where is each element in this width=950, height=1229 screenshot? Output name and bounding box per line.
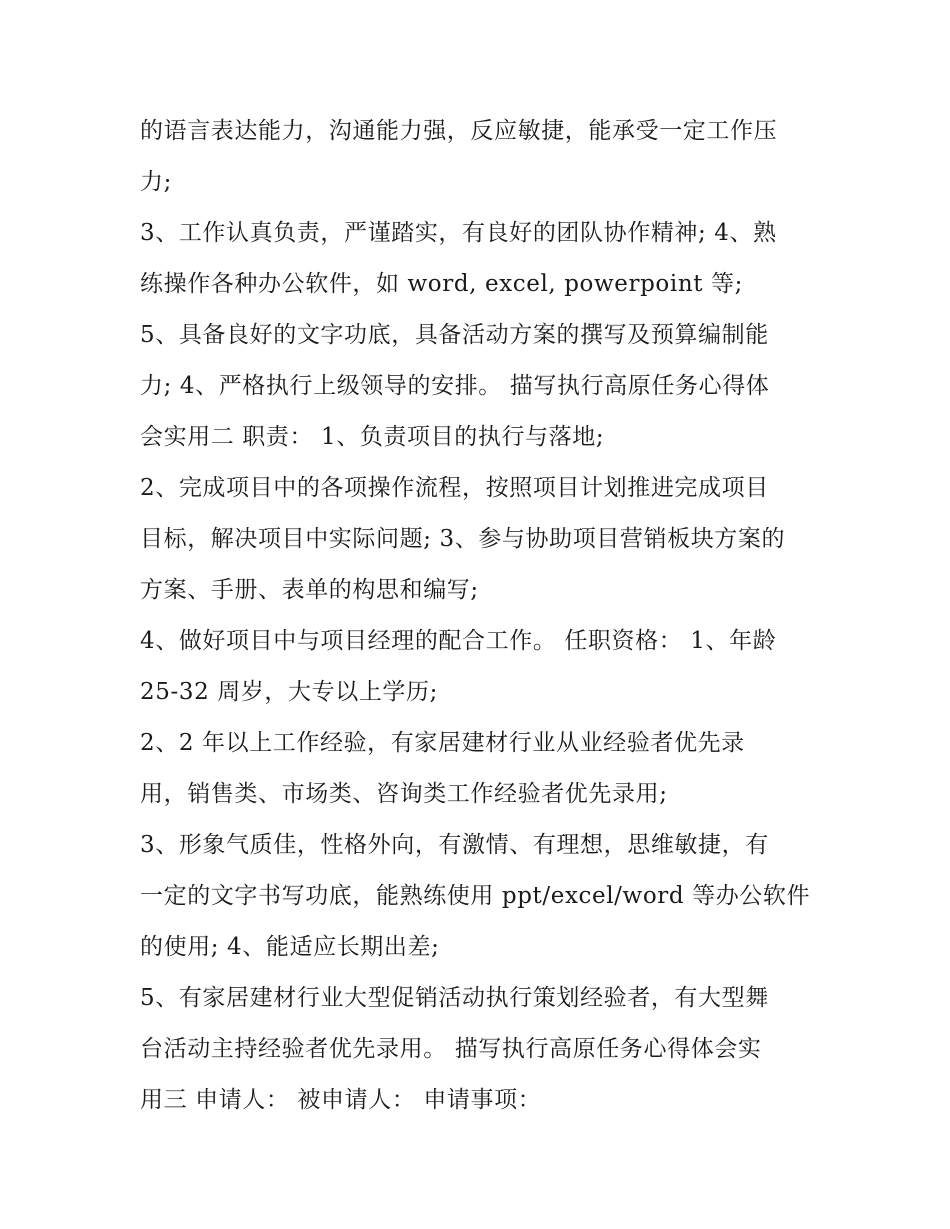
text-line: 力;	[140, 169, 172, 195]
text-line: 会实用二 职责： 1、负责项目的执行与落地;	[140, 424, 605, 450]
text-line: 3、工作认真负责，严谨踏实，有良好的团队协作精神; 4、熟	[140, 220, 777, 246]
text-line: 的语言表达能力，沟通能力强，反应敏捷，能承受一定工作压	[140, 118, 778, 144]
text-line: 5、具备良好的文字功底，具备活动方案的撰写及预算编制能	[140, 322, 769, 348]
text-line: 的使用; 4、能适应长期出差;	[140, 934, 440, 960]
text-line: 用三 申请人： 被申请人： 申请事项：	[140, 1087, 542, 1113]
text-line: 25-32 周岁，大专以上学历;	[140, 679, 438, 705]
text-line: 目标，解决项目中实际问题; 3、参与协助项目营销板块方案的	[140, 526, 786, 552]
text-line: 4、做好项目中与项目经理的配合工作。 任职资格： 1、年龄	[140, 628, 777, 654]
text-line: 2、2 年以上工作经验，有家居建材行业从业经验者优先录	[140, 730, 745, 756]
text-line: 力; 4、严格执行上级领导的安排。 描写执行高原任务心得体	[140, 373, 770, 399]
text-line: 台活动主持经验者优先录用。 描写执行高原任务心得体会实	[140, 1036, 762, 1062]
text-line: 用，销售类、市场类、咨询类工作经验者优先录用;	[140, 781, 668, 807]
text-line: 5、有家居建材行业大型促销活动执行策划经验者，有大型舞	[140, 985, 769, 1011]
text-line: 一定的文字书写功底，能熟练使用 ppt/excel/word 等办公软件	[140, 883, 811, 909]
document-body	[140, 106, 830, 1126]
text-line: 练操作各种办公软件，如 word, excel, powerpoint 等;	[140, 271, 743, 297]
text-line: 方案、手册、表单的构思和编写;	[140, 577, 479, 603]
text-line: 2、完成项目中的各项操作流程，按照项目计划推进完成项目	[140, 475, 769, 501]
text-line: 3、形象气质佳，性格外向，有激情、有理想，思维敏捷，有	[140, 832, 769, 858]
